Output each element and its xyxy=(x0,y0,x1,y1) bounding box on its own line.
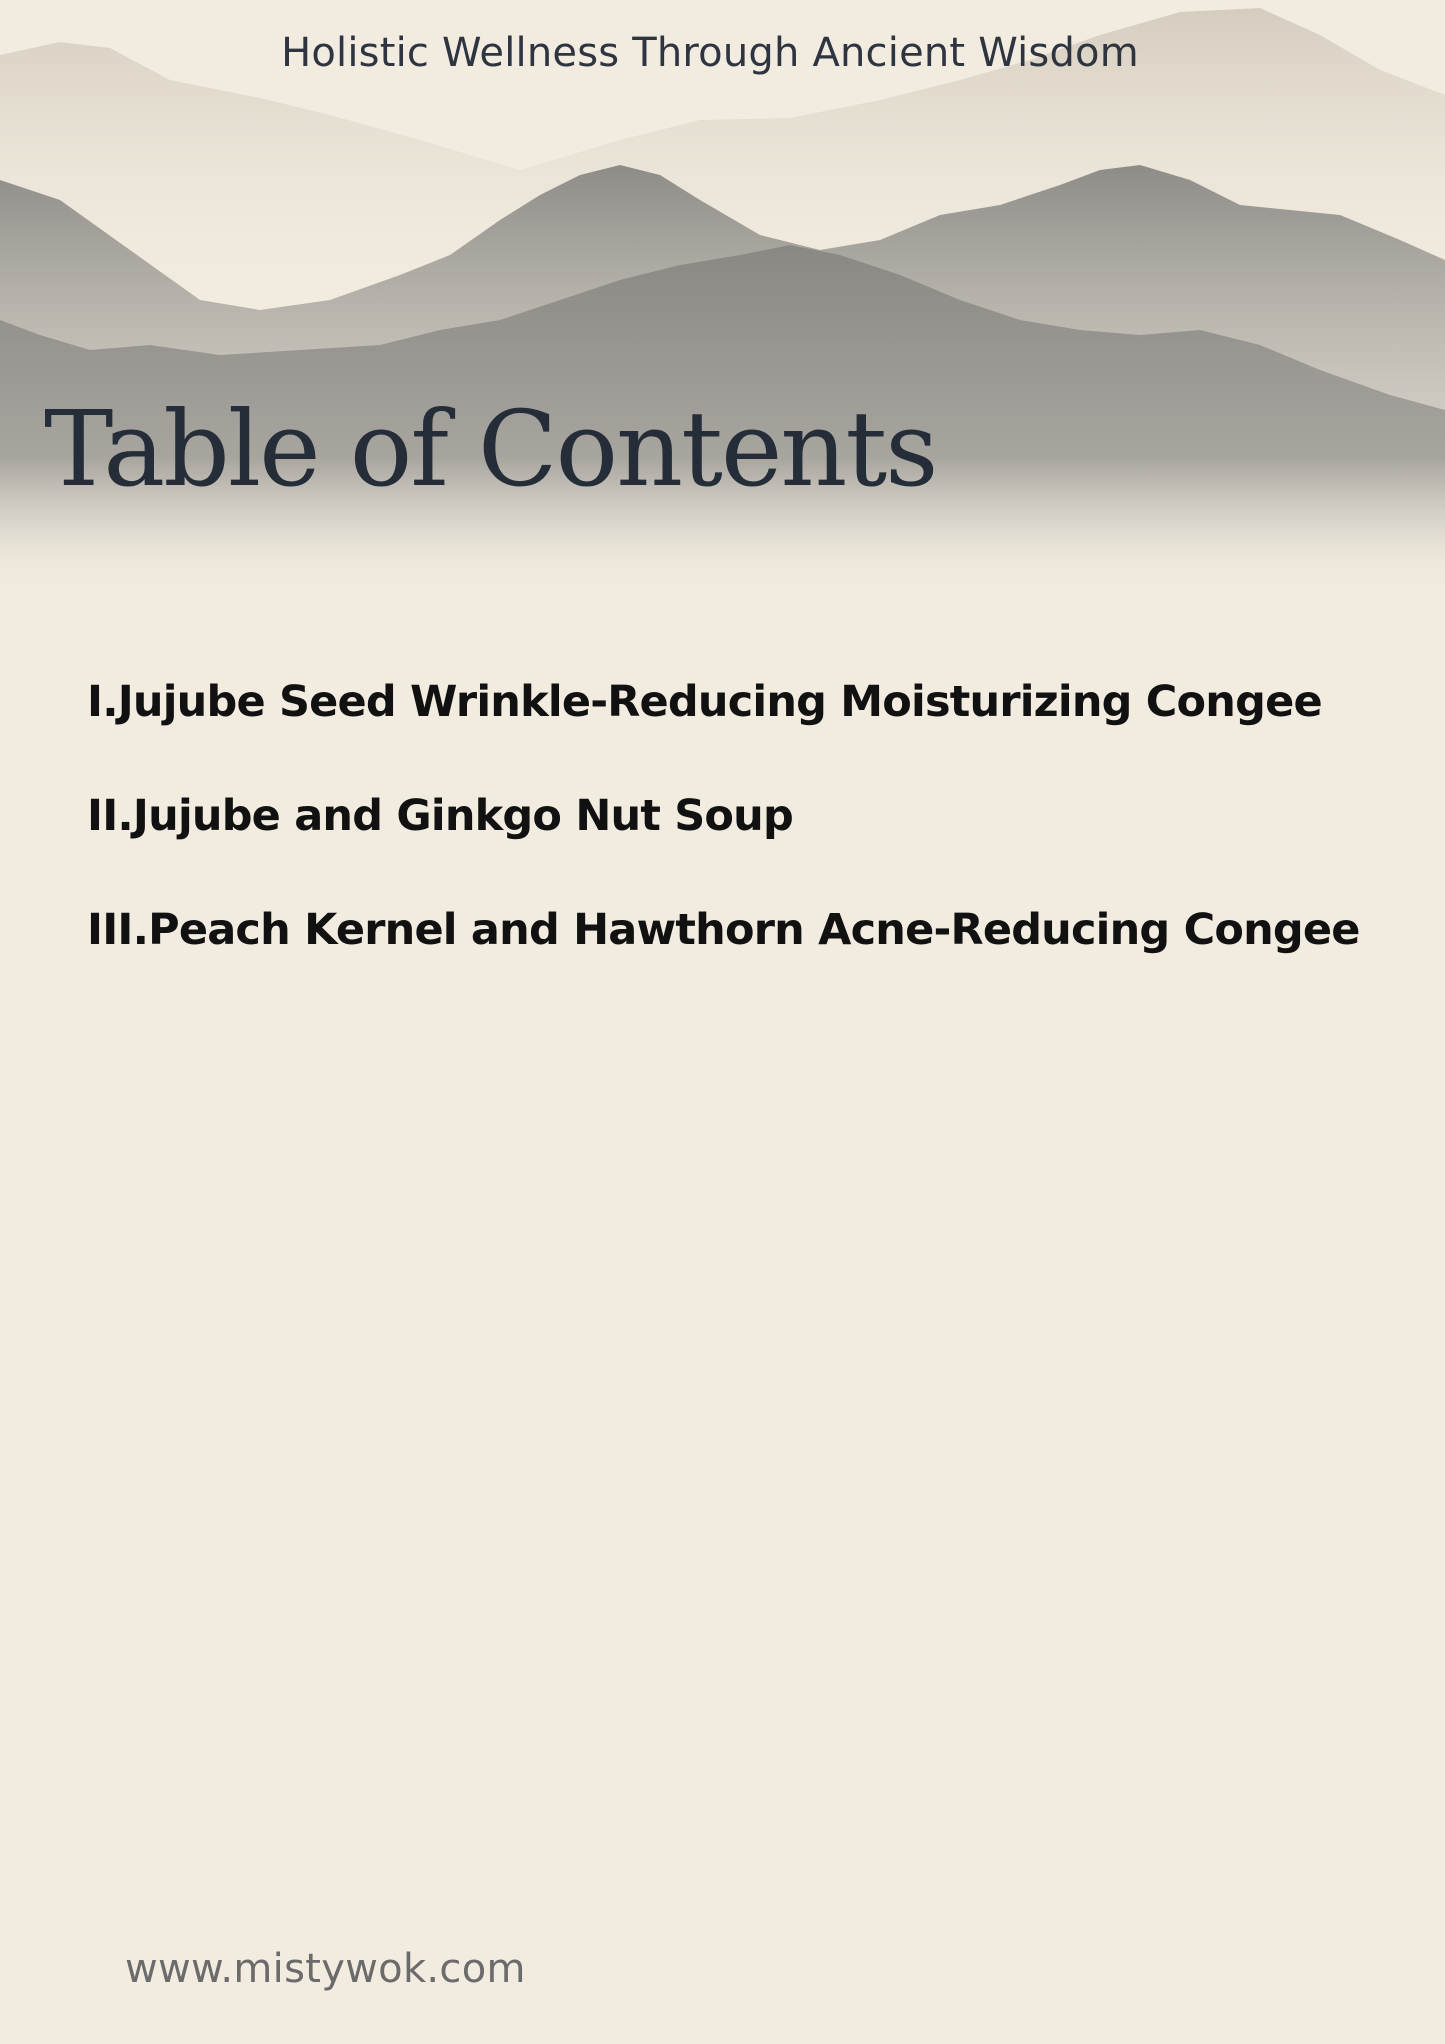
toc-item-jujube-ginkgo-soup[interactable]: II.Jujube and Ginkgo Nut Soup xyxy=(87,791,793,841)
mountain-landscape-illustration xyxy=(0,0,1445,600)
toc-item-jujube-seed-congee[interactable]: I.Jujube Seed Wrinkle-Reducing Moisturizing Congee xyxy=(87,677,1322,727)
toc-item-peach-kernel-congee[interactable]: III.Peach Kernel and Hawthorn Acne-Reducing Congee xyxy=(87,905,1360,955)
page-title: Table of Contents xyxy=(44,388,937,510)
table-of-contents-list xyxy=(87,668,1360,1010)
header-tagline: Holistic Wellness Through Ancient Wisdom xyxy=(281,30,1139,76)
footer-website-url: www.mistywok.com xyxy=(125,1946,526,1992)
